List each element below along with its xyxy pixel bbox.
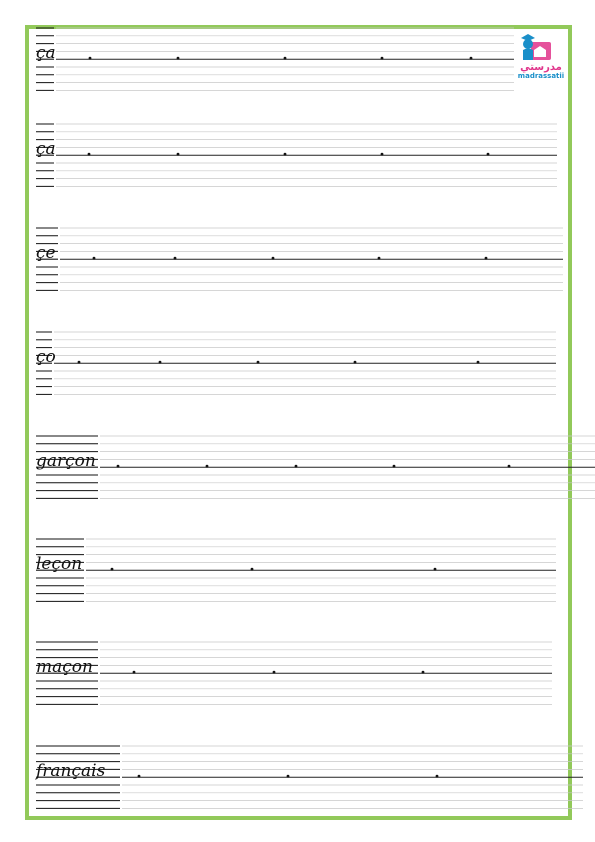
logo-arabic-text: مدرستي [520,62,562,73]
start-dot [251,568,254,571]
start-dot [88,153,91,156]
start-dot [485,257,488,260]
logo-latin-text: madrassatii [517,72,565,80]
model-word: garçon [36,451,96,472]
start-dot [177,153,180,156]
start-dot [436,775,439,778]
start-dot [477,361,480,364]
start-dot [470,57,473,60]
start-dot [159,361,162,364]
model-word: maçon [36,657,93,678]
start-dot [206,465,209,468]
start-dot [434,568,437,571]
start-dot [93,257,96,260]
start-dot [272,257,275,260]
start-dot [257,361,260,364]
start-dot [138,775,141,778]
start-dot [381,153,384,156]
model-word: ça [36,139,56,160]
start-dot [284,57,287,60]
start-dot [78,361,81,364]
start-dot [381,57,384,60]
model-word: ço [36,347,56,368]
model-word: ça [36,43,56,64]
model-word: çe [36,243,56,264]
start-dot [422,671,425,674]
start-dot [354,361,357,364]
start-dot [273,671,276,674]
start-dot [287,775,290,778]
model-word: français [36,761,106,782]
model-word: leçon [36,554,83,575]
start-dot [487,153,490,156]
start-dot [117,465,120,468]
start-dot [508,465,511,468]
start-dot [89,57,92,60]
start-dot [174,257,177,260]
start-dot [133,671,136,674]
start-dot [378,257,381,260]
start-dot [111,568,114,571]
start-dot [284,153,287,156]
start-dot [177,57,180,60]
start-dot [295,465,298,468]
start-dot [393,465,396,468]
